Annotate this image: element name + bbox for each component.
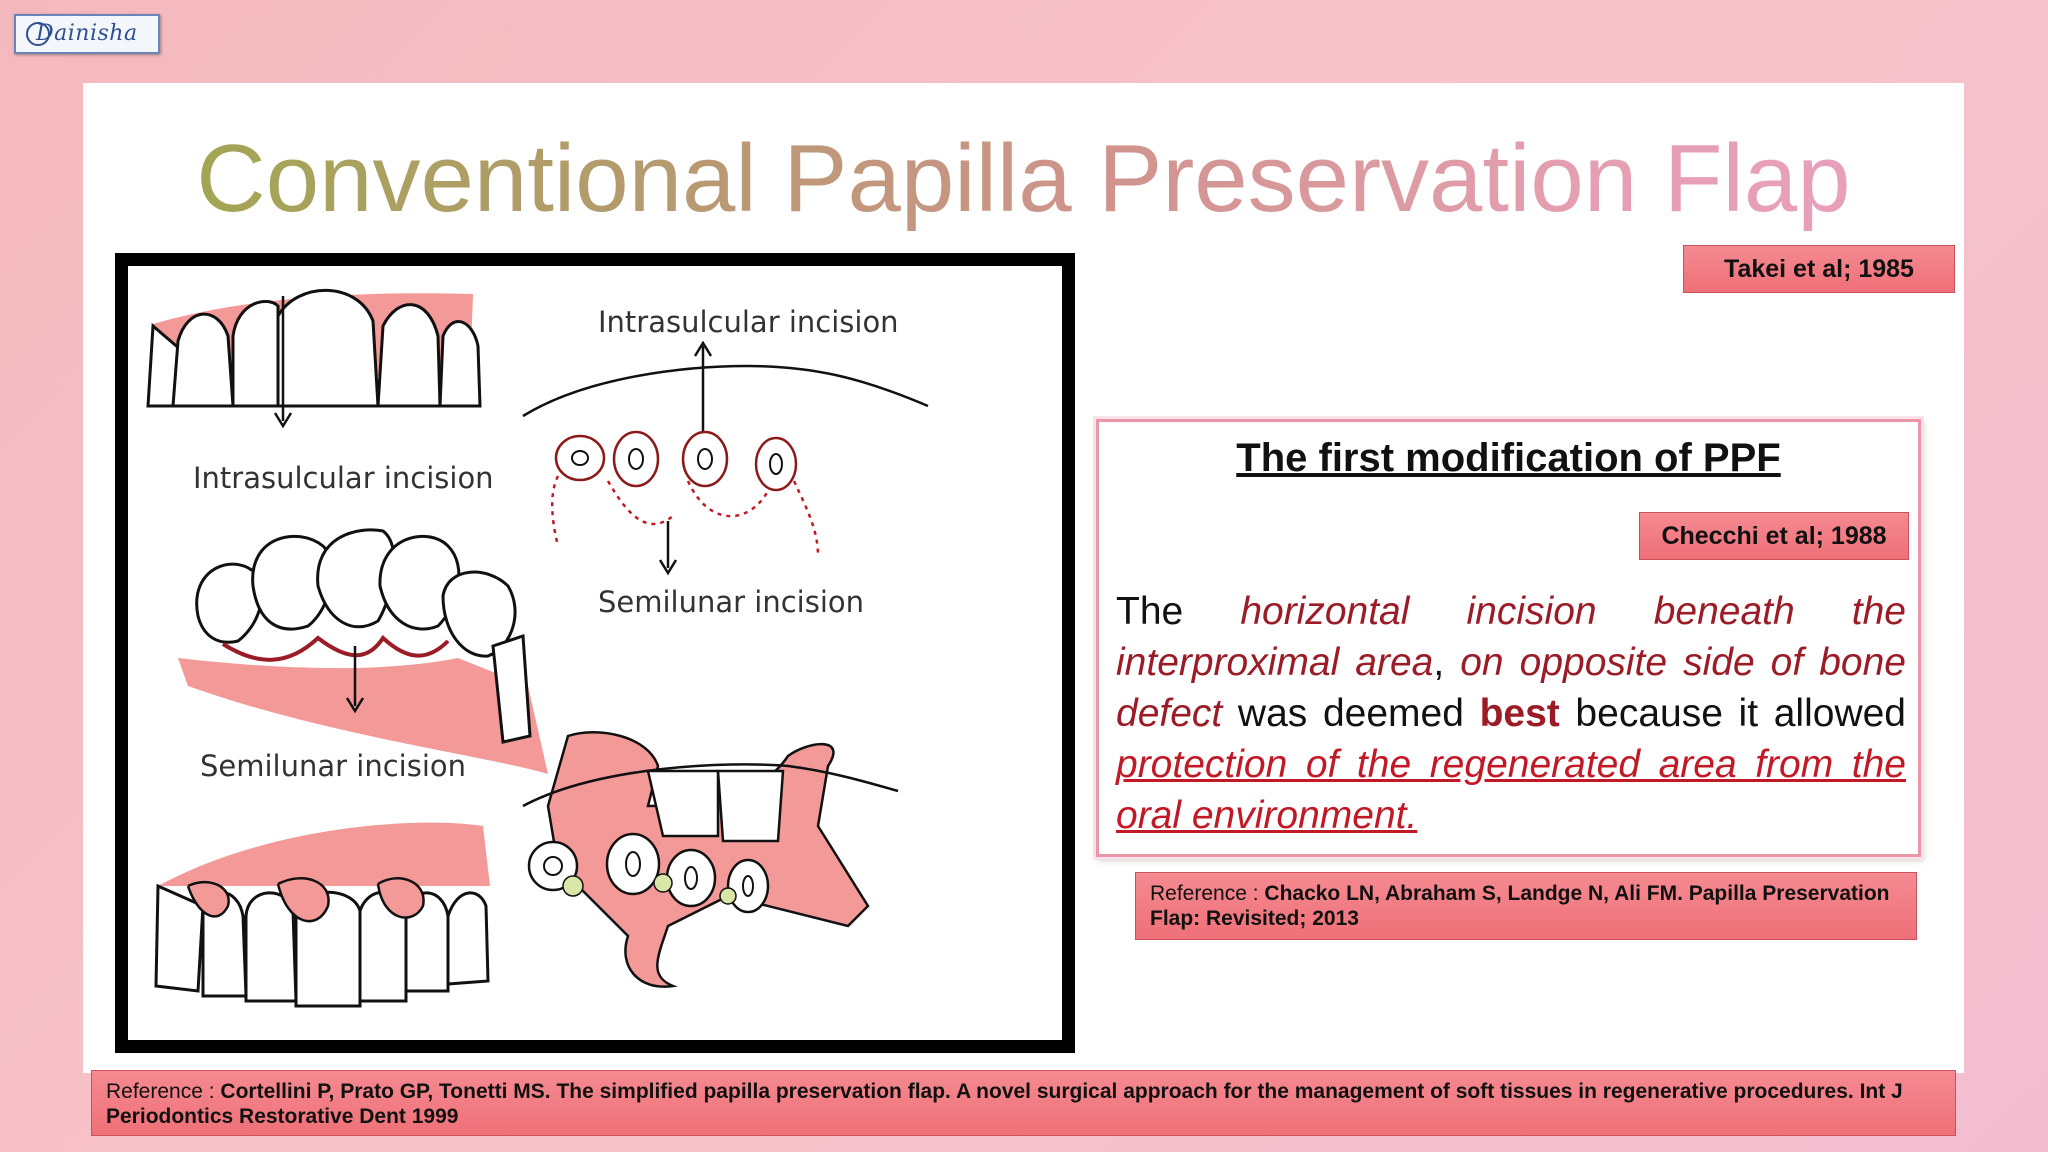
body-deemed: was deemed bbox=[1222, 692, 1480, 735]
label-intrasulcular-left: Intrasulcular incision bbox=[193, 461, 494, 495]
arch-mid-left bbox=[178, 530, 548, 783]
slide-title: Conventional Papilla Preservation Flap bbox=[83, 123, 1964, 235]
citation-takei-tag bbox=[1683, 245, 1955, 293]
citation-takei-text: Takei et al; 1985 bbox=[1724, 254, 1914, 283]
box-body-text bbox=[1116, 586, 1906, 841]
label-intrasulcular-right: Intrasulcular incision bbox=[598, 305, 899, 339]
slide-canvas bbox=[83, 83, 1964, 1073]
teeth-top-left bbox=[148, 290, 494, 495]
flap-bottom-right bbox=[523, 732, 898, 986]
citation-checchi-text: Checchi et al; 1988 bbox=[1661, 521, 1887, 550]
reference-cortellini bbox=[91, 1070, 1956, 1136]
reference-cortellini-text: Cortellini P, Prato GP, Tonetti MS. The simplified papilla preservation flap. A novel surgical approach for the management of soft tissues in regenerative procedures. Int J Periodontics Restorative Dent 1999 bbox=[106, 1080, 1903, 1128]
reference-chacko-text: Chacko LN, Abraham S, Landge N, Ali FM. Papilla Preservation Flap: Revisited; 2013 bbox=[1150, 882, 1890, 930]
body-opposite-side: on opposite side of bone defect bbox=[1116, 641, 1907, 735]
occlusal-top-right bbox=[523, 305, 928, 619]
body-horizontal-incision: horizontal incision beneath the interproximal area bbox=[1116, 590, 1906, 684]
body-protection: protection of the regenerated area from the oral environment. bbox=[1116, 743, 1906, 837]
reference-cortellini-prefix: Reference : bbox=[106, 1080, 221, 1103]
reference-chacko-prefix: Reference : bbox=[1150, 882, 1265, 905]
body-because: because it allowed bbox=[1559, 692, 1906, 735]
label-semilunar-left: Semilunar incision bbox=[200, 749, 467, 783]
incision-diagram bbox=[128, 266, 1062, 1040]
reference-chacko bbox=[1135, 872, 1917, 940]
body-the: The bbox=[1116, 590, 1241, 633]
incision-illustration bbox=[115, 253, 1075, 1053]
logo-text: Dainisha bbox=[36, 21, 138, 46]
papillae-bottom-left bbox=[156, 823, 490, 1006]
modification-box bbox=[1096, 419, 1921, 857]
body-comma: , bbox=[1433, 641, 1461, 684]
logo-badge bbox=[14, 14, 160, 54]
citation-checchi-tag bbox=[1639, 512, 1909, 560]
body-best: best bbox=[1479, 692, 1560, 735]
box-heading: The first modification of PPF bbox=[1236, 436, 1781, 480]
label-semilunar-right: Semilunar incision bbox=[598, 585, 865, 619]
